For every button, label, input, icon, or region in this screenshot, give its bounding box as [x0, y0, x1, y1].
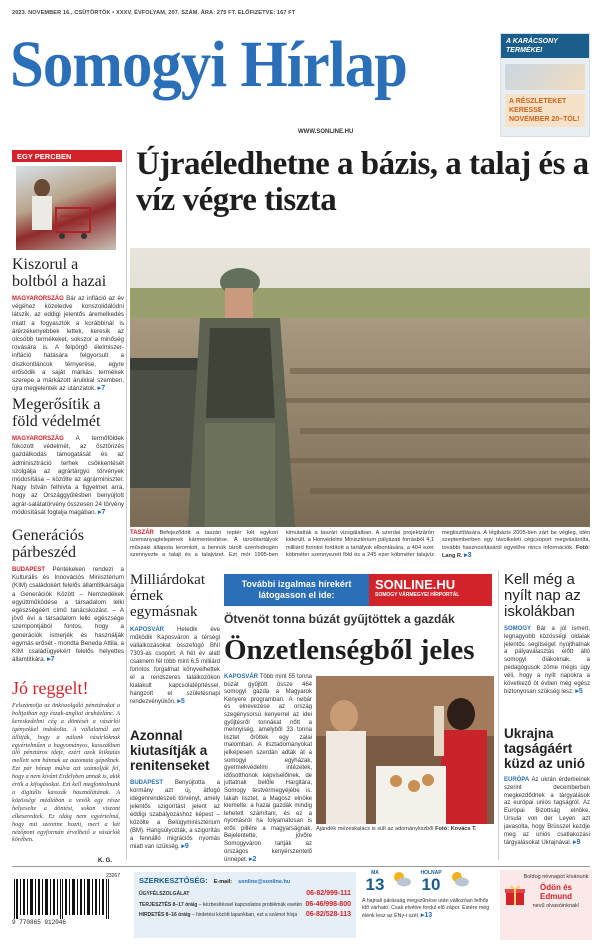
caption-kicker: TASZÁR [130, 530, 154, 536]
story-title[interactable]: Ukrajna tagságáért küzd az unió [504, 726, 585, 771]
page-ref[interactable]: 7 [101, 385, 106, 393]
contact-box [134, 872, 356, 938]
phone-number[interactable]: 06-46/998-800 [305, 900, 351, 908]
contact-label: HIRDETÉS 8–16 óráig [139, 912, 191, 918]
lead-caption [130, 530, 590, 561]
sonline-banner[interactable] [224, 574, 492, 606]
story-text: Péntekeken rendezi a Kulturális és Innovációs Minisztérium (KIM) családokért felelős államtitkársága a Generációk Között – Nemzedékek együttműködése a társadalom lelki egészségéért című tanácskozást. – A jövő évi a társadalom lelki egészsége szempontjából fontos, hogy a generációk ismerjék és használják egymás erősét - mondta Beneda Attila, a KIM családügyekért felelős helyettes államtitkára. [12, 566, 124, 664]
page-arrow-icon: ▸ [575, 688, 579, 696]
barcode [12, 873, 124, 935]
story-kicker: KAPOSVÁR [224, 674, 259, 680]
page-arrow-icon: ▸ [464, 552, 468, 560]
phone-number[interactable]: 06-82/528-113 [305, 911, 351, 918]
story-text: Az ukrán érdemeinek szerint decemberben megkezdődnek a tárgyalások az európai uniós tagságról. Az Európai Bizottság elnöke, Ursula von der Leyen azt javasolta, hogy Brüsszel kezdje meg az uniós csatlakozási tárgyalásokat Ukrajnával. [504, 777, 590, 847]
page-ref[interactable]: 7 [101, 508, 106, 516]
story-kicker: EURÓPA [504, 777, 530, 783]
story-title[interactable]: Megerősítik a föld védelmét [12, 396, 101, 430]
phone-number[interactable]: 06-82/999-111 [306, 890, 351, 897]
page-ref[interactable]: 3 [467, 552, 472, 560]
page-ref[interactable]: 7 [50, 656, 55, 664]
editorial-label: SZERKESZTŐSÉG: [139, 876, 208, 885]
center-body [224, 674, 312, 865]
nameday-names: Ödön és Edmund [539, 883, 572, 901]
contact-text: – hirdetési között lapunkban, ezt a számot hívja [191, 912, 298, 918]
cloud-sun-icon [450, 870, 470, 888]
banner-site-box[interactable] [369, 574, 492, 606]
caption-text: Befejeződött a taszári reptér két egykori üzemanyagtelepének kármentesítése. A tárolótartályok műszaki állapota leromlott, a bennük tárolt szénhidrogén szennyezte a talajt és a talajvizet. Ezt mór 1995-ben kimutatták a taszári vizsgálatban. A szerdai projektzárón kiderült, a Honvédelmi Minisztérium pályázati forrásból 4,1 milliárd forintot fordított a tartályok elbontására, a 404 ezer köbméter szennyezett föld és a 245 ezer köbméter talajvíz megtisztítására. A légibázis 2005-ben zárt be végleg, idén szeptemberben egy távolkeleti cégcsoport megvásárolta, további hasznosításáról egyelőre nincs információk. [130, 530, 590, 559]
opinion-signature: K. G. [98, 858, 113, 864]
promo-box[interactable] [500, 33, 590, 137]
page-arrow-icon: ▸ [420, 912, 425, 919]
weather-tomorrow-temp: 10 [421, 875, 441, 894]
page-ref[interactable]: 9 [184, 843, 189, 850]
weather-today-temp: 13 [365, 875, 385, 894]
email-link[interactable]: sonline@sonline.hu [238, 879, 291, 885]
banner-site-sub: SOMOGY VÁRMEGYEI HÍRPORTÁL [375, 592, 460, 598]
dateline: 2023. NOVEMBER 16., CSÜTÖRTÖK • XXXV. ÉVFOLYAM, 207. SZÁM. ÁRA: 275 FT. ELŐFIZETVE: 167 FT [12, 10, 296, 16]
barcode-number: 9 770865 912046 [12, 919, 67, 926]
lead-headline[interactable]: Újraéledhetne a bázis, a talaj és a víz végre tiszta [136, 146, 589, 218]
photo-credit: Fotó: Kovács T. [435, 826, 477, 832]
story-title[interactable]: Kiszorul a boltból a hazai [12, 256, 107, 290]
contact-row [139, 900, 351, 911]
contact-label: ÜGYFÉLSZOLGÁLAT [139, 891, 190, 897]
story-text: Benyújtotta a kormány azt új, átfogó idegenrendészeti törvényt, amely jelentős szigorítást jelent az eddigi szabályozáshoz képest – közölte a Belügyminisztérium (BM). Hangsúlyozták, a szigorítás a fennálló migrációs nyomás miatt van szükség. [130, 780, 220, 850]
story-kicker: BUDAPEST [12, 567, 46, 573]
page-ref[interactable]: 13 [424, 912, 433, 919]
contact-text: – kézbesítéssel kapcsolatos problémák esetén [198, 901, 303, 908]
lead-photo[interactable] [130, 248, 590, 527]
story-kicker: SOMOGY [504, 626, 532, 632]
page-arrow-icon: ▸ [177, 698, 181, 705]
opinion-title[interactable]: Jó reggelt! [12, 678, 89, 698]
contact-label: TERJESZTÉS 8–17 óráig [139, 901, 198, 908]
section-label: EGY PERCBEN [12, 150, 122, 162]
story-kicker: MAGYARORSZÁG [12, 436, 64, 442]
masthead-title[interactable]: Somogyi Hírlap [10, 28, 408, 101]
center-photo[interactable] [316, 676, 494, 824]
contact-row [139, 910, 351, 921]
weather-today-label: MA [371, 870, 379, 876]
gift-icon [504, 884, 526, 906]
promo-text: A RÉSZLETEKET KERESSE NOVEMBER 20–TÓL! [505, 94, 585, 127]
email-label: E-mail: [213, 879, 233, 885]
cloud-sun-icon [392, 870, 412, 888]
story-title[interactable]: Kell még a nyílt nap az iskolákban [504, 571, 581, 620]
story-text: Bár az infláció az év végéhez közeledve konszolidálódni látszik, az eddigi jelentős áremelkedés miatt a fogyasztók a korábbinál is árérzékenyebbek lettek, keresik az olcsóbb termékeket, sokszor a minőség rovására is. A felpörgő élelmiszer-infláció hatására felgyorsult a diszkontláncok térnyerése, egyre erősödik a saját márkás termékek szerepe a márkázott áruikkal szemben, újra megjelentek az utánzatok. [12, 295, 124, 393]
caption-text: Ajándék mézeskalács is sült az adományliszből [316, 826, 434, 832]
page-ref[interactable]: 5 [578, 688, 583, 696]
story-text: Hetedik éve működik Kaposváron a térségi vállalkozásokat összefogó BNI 7303-as csoport. A hét év alatt csaknem fél több mint 6,5 milliárd forintos forgalmat könyvelhettek el a rendszeres találkozókon kialakult kapcsolatépítéssel, hangzott el születésnapi rendezvényükön. [130, 627, 220, 705]
contact-row [139, 889, 351, 900]
page-ref[interactable]: 2 [252, 856, 257, 864]
banner-site: SONLINE.HU [375, 577, 456, 592]
shopping-photo [16, 166, 116, 250]
banner-text: További izgalmas hírekért látogasson el ide: [241, 579, 352, 600]
center-headline[interactable]: Önzetlenségből jeles [224, 634, 475, 666]
page-arrow-icon: ▸ [47, 656, 51, 664]
page-arrow-icon: ▸ [98, 508, 102, 516]
weather-box [362, 870, 496, 940]
weather-tomorrow-label: HOLNAP [420, 870, 442, 876]
promo-heading: A KARÁCSONY TERMÉKEI [501, 34, 589, 58]
story-title[interactable]: Azonnal kiutasítják a renitenseket [130, 728, 210, 773]
nameday-text: Boldog névnapot kívánunk [523, 874, 589, 880]
story-title[interactable]: Milliárdokat érnek egymásnak [130, 572, 205, 620]
weather-text: A hajnali párásság megszűnése után változóan felhős idő várható. Csak elvétve fordul elő zápor. Estére még élénk lesz az ÉNy-i szél. ▸13 [362, 898, 490, 919]
nameday-box [500, 870, 592, 940]
photo-credit: Fotó: Lang R. [442, 544, 590, 560]
page-arrow-icon: ▸ [249, 856, 253, 864]
page-arrow-icon: ▸ [181, 843, 185, 850]
story-text: Bár a jól ismert, legnagyobb közösségi oldalak jelentős segítséget nyújthatnak a pályaválasztás előtt álló somogyi diákoknak, a pedagógusok zöme mégis úgy véli, hogy a nyílt napokra a következő öt évben még egész biztonyosan szükség lesz. [504, 626, 590, 696]
story-kicker: MAGYARORSZÁG [12, 296, 64, 302]
website-url[interactable]: WWW.SONLINE.HU [298, 129, 354, 135]
story-text: Több mint 55 tonna búzát gyűjtött össze 464 somogyi gazda a Magyarok Kenyere programban. A nebár és elnevezése az ország szegénysorsú kenyerrel az idei gyűjtésről tonnákat nőtt a mennyiség, amelyből 33 tonna lisztet őröltek egy zalai malomban. A lisztadományokat jelképesen szerdán adták át a somogyi egyházak, gyermekvédelmi intézetek, idősotthonok képviselőinek, de juttatnak belőle Hargitára, Somogy testvérmegyéjébe is. lakah lisztet, a Magosz elnöke kiemelte: a hazai gazdák mindig lehetett számítani, és ez a nyomásról ha folyamatosan is erős pillére a magyarságnak. Bejelentette, jövőre Somogyváron tartják az országos kenyérszentelő ünnepet. [224, 674, 313, 864]
page-arrow-icon: ▸ [573, 839, 577, 847]
page-arrow-icon: ▸ [97, 385, 102, 393]
story-subhead[interactable]: Ötvenöt tonna búzát gyűjtöttek a gazdák [224, 612, 455, 626]
story-kicker: BUDAPEST [130, 780, 164, 786]
story-kicker: KAPOSVÁR [130, 627, 165, 633]
nameday-sub: nevű olvasóinknak! [532, 903, 580, 909]
story-text: A termőföldek fokozott védelmét, az ösztönzés gazdálkodás támogatását és az adminisztráció terhek csökkentését szolgálja az agrártárgyú törvények módosítása – közölte az agrárminiszter. Nagy István felhívta a figyelmet arra, hogy az Országgyűlésben benyújtott agrár-salátatörvény összesen 24 törvény módosítását foglalja magában. [12, 435, 124, 516]
center-photo-caption [316, 826, 494, 833]
opinion-text: Felszámolja az önkiszolgáló pénztárakat a boltjaiban egy észak-angliai áruházlánc. A kereskedelmi cég a döntését a vásárlói igényekkel indokolta. A vállalatnál azt állítják, hogy a nálunk vásárlóknak egyértelműen a hagyományos, kasszákban ülő pénztáros ideje, ezért azok kiiktatás mellett sem bánnak az automata gépeknek. Ezt pár hónap múlva azt számolják fel, hogy a nem kívánt Erdélyben annak is, akik értik a kifogásokat. Ezt kell megfontolnunk a digitális kasszák használatának. A közösségi médiában a vevők egy része helyeselte a döntést, sokan viszont elkeseredtek. Ez idáig nem egyértelmű, hogy mit szeretne hozni, mert a két nézőpont egyformán érvelhető a vásárlók körében. [12, 702, 120, 844]
page-ref[interactable]: 5 [180, 698, 185, 705]
issue-number: 23267 [106, 873, 120, 879]
promo-image [505, 64, 585, 90]
story-title[interactable]: Generációs párbeszéd [12, 527, 84, 561]
page-ref[interactable]: 9 [576, 839, 581, 847]
